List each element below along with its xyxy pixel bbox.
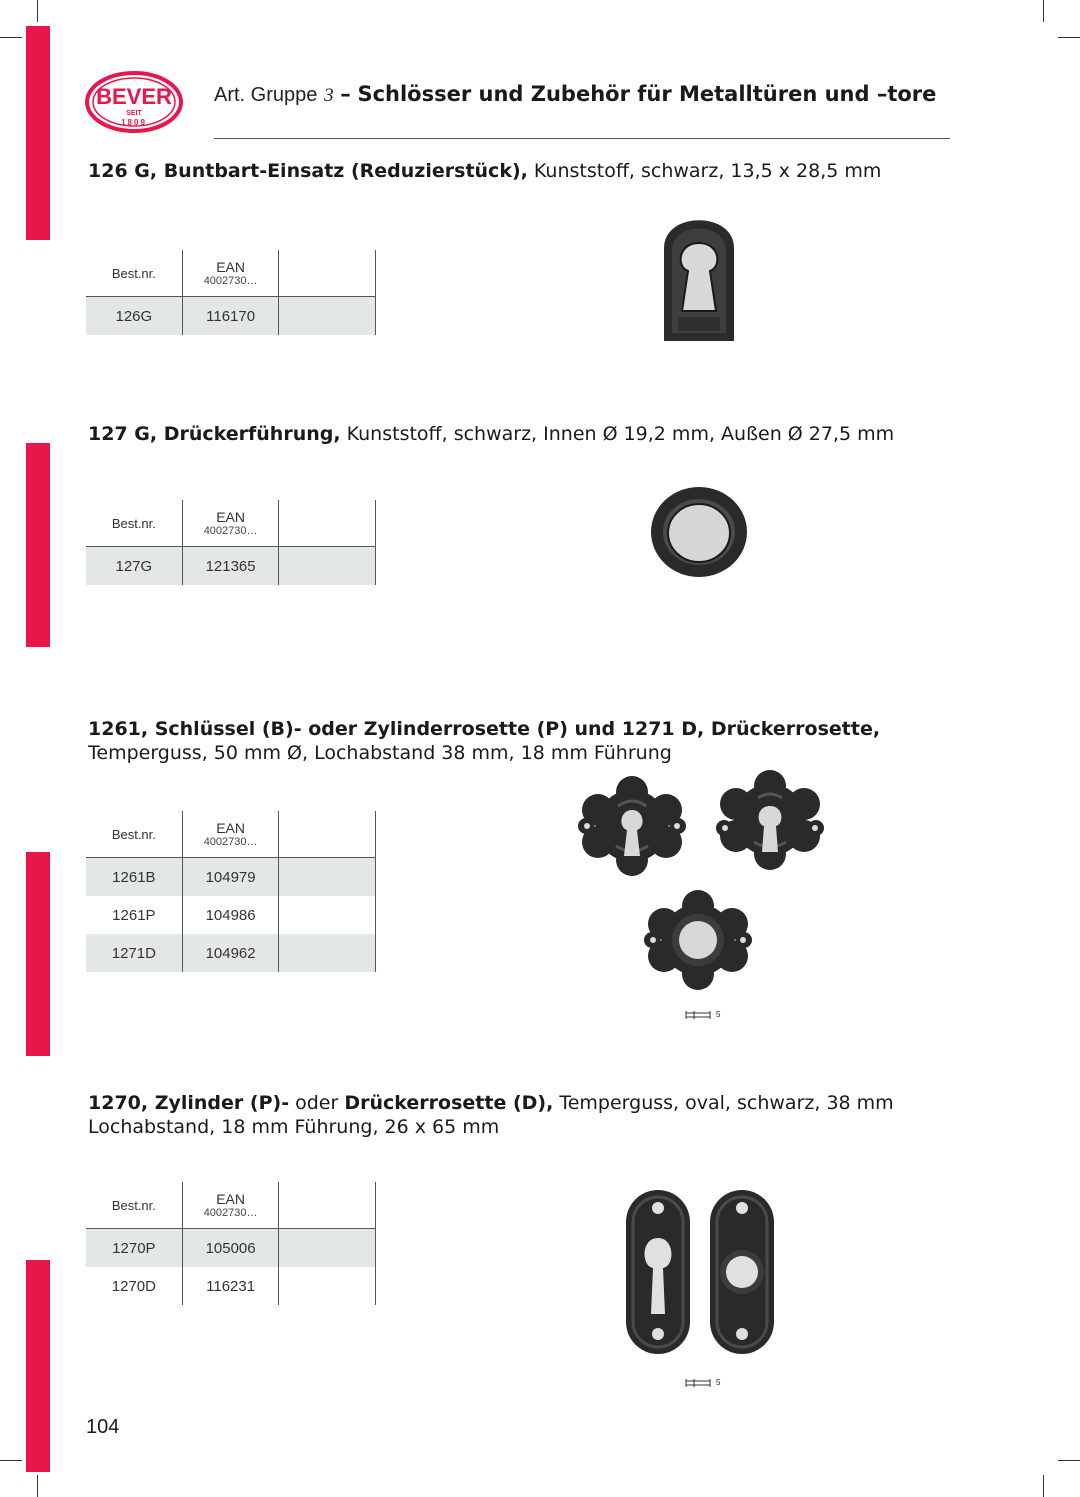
header-prefix: Art. Gruppe [214,84,318,106]
cell-ean: 116231 [182,1267,279,1305]
col-header-empty [279,811,376,858]
section-tab [26,26,50,240]
section-tab [26,443,50,647]
cell-empty [279,547,376,586]
product-image-1270p [622,1186,694,1358]
section-title [88,159,881,183]
col-header-empty [279,500,376,547]
product-image-1261b [578,776,686,876]
section-tab [26,852,50,1056]
product-image-1271d [644,890,752,990]
cell-empty [279,297,376,336]
group-number: 3 [324,85,334,106]
header-dash: – [340,82,351,106]
table-row [86,858,376,897]
ean-label: EAN [216,259,245,275]
logo-brand: BEVER [96,84,172,109]
ean-prefix: 4002730… [203,836,258,848]
cell-empty [279,1267,376,1305]
table-row [86,934,376,972]
section-title [88,717,880,765]
section-title-bold: 1270, Zylinder (P)- [88,1092,290,1114]
product-image-1270d [706,1186,778,1358]
cell-empty [279,896,376,934]
cell-bestnr: 1270D [86,1267,182,1305]
ean-prefix: 4002730… [203,1207,258,1219]
page-title: Schlösser und Zubehör für Metalltüren und –tore [357,82,937,106]
crop-mark [1058,37,1080,38]
crop-mark [1043,0,1044,22]
col-header-bestnr: Best.nr. [86,250,182,297]
ean-label: EAN [216,1191,245,1207]
cell-bestnr: 1261P [86,896,182,934]
col-header-ean [182,500,279,547]
scale-icon [684,1008,714,1022]
crop-mark [0,37,22,38]
logo-seit: SEIT [126,110,142,117]
crop-mark [0,1460,22,1461]
product-image-1261p [716,770,824,870]
cell-empty [279,858,376,897]
cell-ean: 104979 [182,858,279,897]
scale-label: 5 [716,1010,721,1019]
col-header-empty [279,1182,376,1229]
ean-prefix: 4002730… [203,275,258,287]
col-header-ean [182,1182,279,1229]
scale-label: 5 [716,1378,721,1387]
cell-ean: 121365 [182,547,279,586]
scale-icon [684,1376,714,1390]
product-table [86,811,376,972]
section-title-mid: oder [289,1092,345,1114]
crop-mark [1058,1460,1080,1461]
col-header-bestnr: Best.nr. [86,500,182,547]
logo-year: 1809 [121,118,147,127]
ean-prefix: 4002730… [203,525,258,537]
ean-label: EAN [216,509,245,525]
cell-ean: 104962 [182,934,279,972]
cell-bestnr: 1261B [86,858,182,897]
cell-empty [279,934,376,972]
section-title-line2: Temperguss, 50 mm Ø, Lochabstand 38 mm, 18 mm Führung [88,742,672,764]
bever-logo [84,70,184,134]
product-table [86,500,376,585]
section-title [88,422,894,446]
section-title-rest: Temperguss, oval, schwarz, 38 mm [553,1092,894,1114]
crop-mark [37,1475,38,1497]
cell-bestnr: 127G [86,547,182,586]
ean-label: EAN [216,820,245,836]
page-header [214,82,954,107]
cell-bestnr: 1271D [86,934,182,972]
section-title-rest: Kunststoff, schwarz, Innen Ø 19,2 mm, Außen Ø 27,5 mm [340,423,895,445]
cell-empty [279,1229,376,1268]
product-image-126g [658,203,740,345]
table-row [86,896,376,934]
header-rule [214,138,950,139]
section-title-bold: 127 G, Drückerführung, [88,423,341,445]
section-title-bold-2: Drückerrosette (D), [344,1092,554,1114]
crop-mark [1043,1475,1044,1497]
product-image-127g [648,484,750,580]
cell-ean: 105006 [182,1229,279,1268]
section-tab [26,1260,50,1472]
table-row [86,1267,376,1305]
page-number: 104 [86,1416,120,1438]
section-title-line2: Lochabstand, 18 mm Führung, 26 x 65 mm [88,1116,500,1138]
section-title-bold: 1261, Schlüssel (B)- oder Zylinderrosette (P) und 1271 D, Drückerrosette, [88,718,881,740]
col-header-bestnr: Best.nr. [86,811,182,858]
cell-ean: 104986 [182,896,279,934]
crop-mark [37,0,38,22]
col-header-bestnr: Best.nr. [86,1182,182,1229]
col-header-ean [182,250,279,297]
cell-bestnr: 1270P [86,1229,182,1268]
section-title-rest: Kunststoff, schwarz, 13,5 x 28,5 mm [527,160,882,182]
table-row [86,297,376,336]
table-row [86,1229,376,1268]
product-table [86,1182,376,1305]
col-header-empty [279,250,376,297]
cell-ean: 116170 [182,297,279,336]
section-title-bold: 126 G, Buntbart-Einsatz (Reduzierstück), [88,160,528,182]
product-table [86,250,376,335]
section-title [88,1091,894,1139]
cell-bestnr: 126G [86,297,182,336]
table-row [86,547,376,586]
col-header-ean [182,811,279,858]
